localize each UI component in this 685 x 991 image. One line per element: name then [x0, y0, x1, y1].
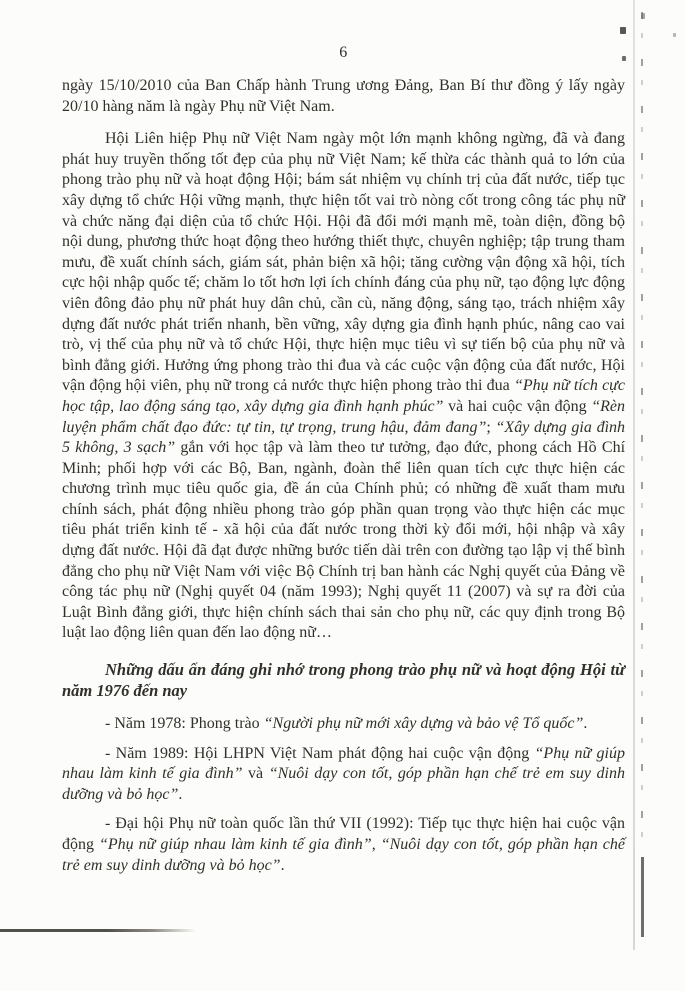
quoted-phrase: “Người phụ nữ mới xây dựng và bảo vệ Tổ quốc”	[263, 715, 584, 733]
quoted-phrase: “Nuôi dạy con tốt, góp phần hạn chế trẻ em suy dinh dưỡng và bỏ học”	[62, 836, 626, 874]
text-segment: gắn với học tập và làm theo tư tưởng, đạo đức, phong cách Hồ Chí Minh; phối hợp với các Bộ, Ban, ngành, đoàn thể liên quan tích cực thực hiện các chương trình mục tiêu quốc gia, đề án của Chính phủ; có những đề xuất tham mưu chính sách, phát động nhiều phong trào góp phần quan trọng vào thực hiện các mục tiêu phát triển kinh tế - xã hội của đất nước trong thời kỳ đổi mới, hội nhập và xây dựng đất nước. Hội đã đạt được những bước tiến dài trên con đường tạo lập vị thế bình đẳng cho phụ nữ Việt Nam với việc Bộ Chính trị ban hành các Nghị quyết của Đảng về công tác phụ nữ (Nghị quyết 04 (năm 1993); Nghị quyết 11 (2007) và sự ra đời của Luật Bình đẳng giới, thực hiện chính sách thai sản cho phụ nữ, các quy định trong Bộ luật lao động liên quan đến lao động nữ…	[62, 439, 626, 642]
quoted-phrase: “Xây dựng gia đình 5 không, 3 sạch”	[62, 418, 626, 457]
text-segment: .	[280, 856, 285, 874]
text-segment: ;	[486, 418, 496, 436]
scan-artifact-speck	[620, 27, 626, 34]
text-segment: ngày 15/10/2010 của Ban Chấp hành Trung ương Đảng, Ban Bí thư đồng ý lấy ngày 20/10 hàng năm là ngày Phụ nữ Việt Nam.	[62, 77, 625, 115]
scan-artifact-speck	[641, 13, 645, 19]
heading-text: Những dấu ấn đáng ghi nhớ trong phong trào phụ nữ và hoạt động Hội từ năm 1976 đến nay	[62, 660, 625, 701]
text-segment: ,	[371, 836, 381, 853]
paragraph-continuation	[62, 76, 625, 117]
scan-artifact-speck	[673, 33, 676, 37]
text-segment: và hai cuộc vận động	[443, 397, 592, 415]
page-number: 6	[339, 44, 348, 61]
text-segment: .	[178, 785, 183, 803]
quoted-phrase: “Rèn luyện phẩm chất đạo đức: tự tin, tự trọng, trung hậu, đảm đang”	[62, 397, 626, 436]
quoted-phrase: “Nuôi dạy con tốt, góp phần hạn chế trẻ em suy dinh dưỡng và bỏ học”	[62, 765, 625, 803]
section-heading	[62, 659, 625, 701]
milestone-item-1989	[62, 744, 625, 806]
text-segment: - Năm 1989: Hội LHPN Việt Nam phát động hai cuộc vận động	[105, 744, 535, 762]
page-content	[62, 76, 625, 885]
scan-artifact-right-edge-dark-segment	[641, 857, 644, 937]
milestone-item-1992	[62, 814, 625, 876]
quoted-phrase: “Phụ nữ tích cực học tập, lao động sáng tạo, xây dựng gia đình hạnh phúc”	[62, 377, 625, 415]
quoted-phrase: “Phụ nữ giúp nhau làm kinh tế gia đình”	[99, 836, 372, 853]
scan-artifact-right-edge-dashes	[641, 12, 643, 857]
text-segment: - Đại hội Phụ nữ toàn quốc lần thứ VII (1992): Tiếp tục thực hiện hai cuộc vận động	[62, 815, 625, 853]
text-segment: Hội Liên hiệp Phụ nữ Việt Nam ngày một lớn mạnh không ngừng, đã và đang phát huy truyền thống tốt đẹp của phụ nữ Việt Nam; kế thừa các thành quả to lớn của phong trào phụ nữ và hoạt động Hội; bám sát nhiệm vụ chính trị của đất nước, tiếp tục xây dựng tổ chức Hội vững mạnh, thực hiện tốt vai trò nòng cốt trong công tác phụ nữ và chức năng đại diện của tổ chức Hội. Hội đã đổi mới mạnh mẽ, toàn diện, đồng bộ nội dung, phương thức hoạt động theo hướng thiết thực, chuyên nghiệp; tập trung tham mưu, đề xuất chính sách, giám sát, phản biện xã hội; tăng cường vận động xã hội, tích cực hội nhập quốc tế; chăm lo tốt hơn lợi ích chính đáng của phụ nữ, tạo động lực động viên đông đảo phụ nữ phát huy dân chủ, cần cù, năng động, sáng tạo, trách nhiệm xây dựng đất nước phát triển nhanh, bền vững, xây dựng gia đình hạnh phúc, nâng cao vai trò, vị thế của phụ nữ và tổ chức Hội, thực hiện mục tiêu vì sự tiến bộ của phụ nữ và bình đẳng giới. Hưởng ứng phong trào thi đua và các cuộc vận động của đất nước, Hội vận động hội viên, phụ nữ trong cả nước thực hiện phong trào thi đua	[62, 130, 625, 395]
quoted-phrase: “Phụ nữ giúp nhau làm kinh tế gia đình”	[62, 744, 626, 783]
text-segment: - Năm 1978: Phong trào	[105, 715, 264, 733]
text-segment: .	[583, 715, 588, 733]
text-segment: và	[242, 765, 269, 783]
scan-artifact-bottom-left-line	[0, 929, 196, 932]
scan-artifact-right-edge-line	[633, 0, 635, 950]
paragraph-main	[62, 129, 625, 644]
milestone-item-1978	[62, 714, 625, 735]
